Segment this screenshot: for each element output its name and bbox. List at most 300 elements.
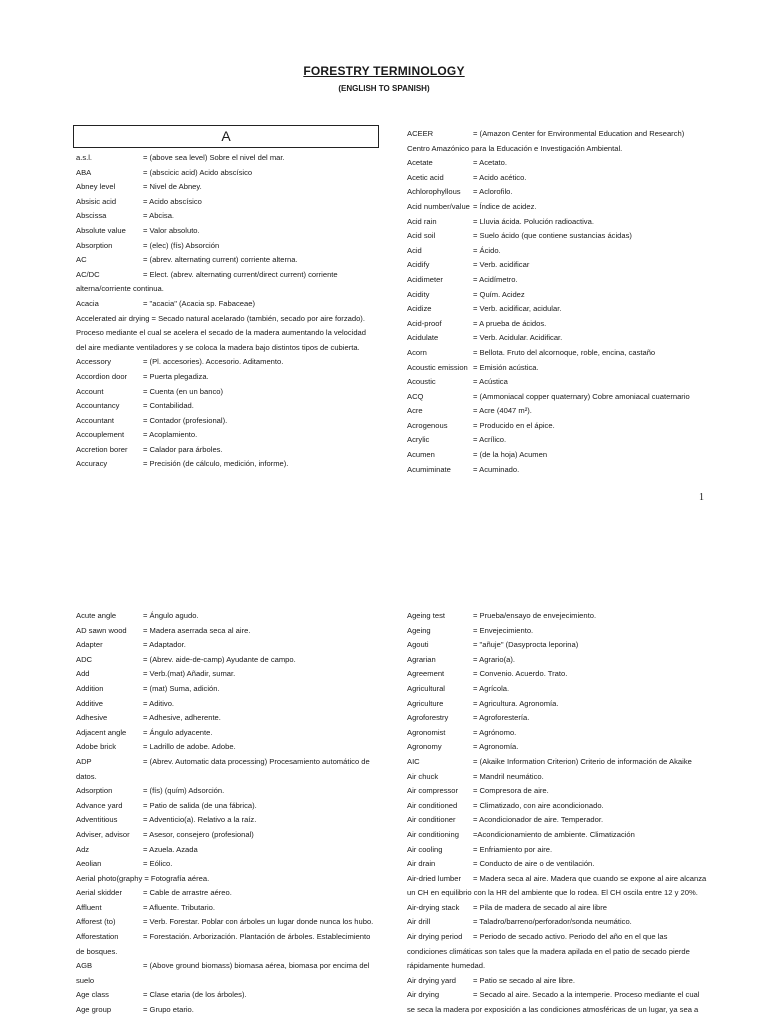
glossary-term: Ageing	[407, 625, 431, 635]
glossary-definition: Proceso mediante el cual se acelera el secado de la madera aumentando la velocidad	[76, 328, 367, 338]
glossary-term: Age group	[76, 1005, 112, 1015]
glossary-entry	[76, 224, 378, 239]
glossary-entry	[407, 930, 703, 945]
glossary-definition: = "acacia" (Acacia sp. Fabaceae)	[143, 298, 255, 308]
glossary-entry	[407, 624, 703, 639]
glossary-definition: = Clase etaria (de los árboles).	[143, 990, 247, 1000]
glossary-entry	[407, 448, 703, 463]
glossary-term: Agroforestry	[407, 713, 449, 723]
glossary-definition: = Acido abscísico	[143, 196, 202, 206]
glossary-entry	[76, 341, 378, 356]
glossary-term: Air-drying stack	[407, 902, 460, 912]
glossary-entry	[407, 273, 703, 288]
glossary-definition: = Prueba/ensayo de envejecimiento.	[473, 611, 597, 620]
glossary-entry	[407, 375, 703, 390]
glossary-term: Agreement	[407, 669, 445, 679]
glossary-term: Agriculture	[407, 698, 444, 708]
page-subtitle: (ENGLISH TO SPANISH)	[338, 84, 430, 93]
glossary-term: Acid number/value	[407, 201, 470, 211]
glossary-term: Acorn	[407, 347, 427, 357]
glossary-entry	[407, 843, 703, 858]
glossary-entry	[407, 302, 703, 317]
glossary-definition: Centro Amazónico para la Educación e Investigación Ambiental.	[407, 143, 623, 153]
glossary-entry	[76, 326, 378, 341]
glossary-definition: alterna/corriente continua.	[76, 284, 164, 294]
glossary-definition: = Ladrillo de adobe. Adobe.	[143, 742, 236, 752]
glossary-term: Accretion borer	[76, 444, 128, 454]
glossary-term: Adobe brick	[76, 742, 117, 752]
glossary-definition: = Elect. (abrev. alternating current/direct current) corriente	[143, 269, 338, 279]
glossary-term: Acid	[407, 245, 422, 255]
glossary-definition: = Aclorofilo.	[473, 187, 513, 197]
glossary-definition: = Envejecimiento.	[473, 625, 534, 635]
glossary-term: Accessory	[76, 357, 112, 367]
glossary-definition: condiciones climáticas son tales que la madera apilada en el patio de secado pierde	[407, 946, 690, 956]
glossary-definition: Aerial photo(graphy = Fotografía aérea.	[76, 873, 210, 883]
glossary-entry	[76, 930, 378, 945]
glossary-definition: = (fís) (quím) Adsorción.	[143, 786, 225, 796]
glossary-definition: = Agrario(a).	[473, 654, 515, 664]
glossary-term: Adz	[76, 844, 90, 854]
glossary-entry	[407, 142, 703, 157]
glossary-term: AIC	[407, 756, 420, 766]
glossary-term: Air-dried lumber	[407, 873, 462, 883]
glossary-entry	[407, 799, 703, 814]
glossary-entry	[407, 755, 703, 770]
glossary-definition: = (abscicic acid) Acido abscísico	[143, 167, 253, 177]
glossary-term: Air drying period	[407, 932, 463, 942]
glossary-entry	[407, 711, 703, 726]
glossary-entry	[407, 813, 703, 828]
glossary-entry	[76, 959, 378, 974]
glossary-definition: = Producido en el ápice.	[473, 420, 555, 430]
glossary-entry	[76, 1003, 378, 1018]
glossary-definition: = Enfriamiento por aire.	[473, 844, 553, 854]
glossary-definition: = Climatizado, con aire acondicionado.	[473, 800, 604, 810]
glossary-definition: = Verb. acidificar	[473, 260, 530, 270]
glossary-term: Adviser, advisor	[76, 829, 130, 839]
glossary-entry	[407, 229, 703, 244]
glossary-term: Acidify	[407, 260, 430, 270]
glossary-definition: = Asesor, consejero (profesional)	[143, 829, 254, 839]
glossary-definition: = (Amazon Center for Environmental Education and Research)	[473, 129, 685, 138]
glossary-term: Air conditioner	[407, 815, 456, 825]
glossary-term: AC/DC	[76, 269, 100, 279]
glossary-entry	[76, 428, 378, 443]
page-title: FORESTRY TERMINOLOGY	[303, 64, 465, 78]
glossary-entry	[76, 385, 378, 400]
glossary-definition: = Forestación. Arborización. Plantación de árboles. Establecimiento	[143, 932, 371, 942]
glossary-term: Air cooling	[407, 844, 443, 854]
glossary-term: Acumiminate	[407, 464, 451, 474]
glossary-term: ACEER	[407, 129, 434, 138]
glossary-entry	[76, 180, 378, 195]
page2-right-column	[407, 609, 707, 1018]
glossary-term: Acid soil	[407, 231, 436, 241]
glossary-entry	[76, 988, 378, 1003]
glossary-definition: = Agrícola.	[473, 683, 510, 693]
glossary-entry	[407, 404, 703, 419]
glossary-definition: = Cuenta (en un banco)	[143, 386, 224, 396]
glossary-definition: = Pila de madera de secado al aire libre	[473, 902, 608, 912]
glossary-definition: = Suelo ácido (que contiene sustancias ácidas)	[473, 231, 632, 241]
glossary-entry	[76, 443, 378, 458]
glossary-entry	[76, 195, 378, 210]
glossary-entry	[407, 156, 703, 171]
glossary-term: Adjacent angle	[76, 727, 127, 737]
glossary-definition: = Patio se secado al aire libre.	[473, 975, 575, 985]
glossary-definition: = Agroforestería.	[473, 713, 530, 723]
glossary-entry	[76, 253, 378, 268]
page-number: 1	[699, 492, 704, 503]
glossary-term: Acidimeter	[407, 274, 443, 284]
glossary-definition: = Puerta plegadiza.	[143, 371, 209, 381]
glossary-definition: = Aditivo.	[143, 698, 175, 708]
glossary-definition: = (elec) (fís) Absorción	[143, 240, 220, 250]
glossary-definition: = Acre (4047 m²).	[473, 406, 532, 416]
glossary-entry	[407, 915, 703, 930]
glossary-entry	[407, 770, 703, 785]
glossary-definition: = (de la hoja) Acumen	[473, 450, 548, 460]
glossary-definition: = (abrev. alternating current) corriente alterna.	[143, 255, 298, 265]
page1-right-column	[407, 127, 703, 477]
glossary-term: ADP	[76, 756, 92, 766]
glossary-term: Addition	[76, 683, 104, 693]
glossary-entry	[407, 419, 703, 434]
glossary-term: Agronomist	[407, 727, 446, 737]
glossary-entry	[76, 297, 378, 312]
glossary-definition: = Ángulo adyacente.	[143, 727, 213, 737]
glossary-definition: = Lluvia ácida. Polución radioactiva.	[473, 216, 594, 226]
glossary-term: Abscissa	[76, 211, 107, 221]
glossary-term: Air chuck	[407, 771, 439, 781]
glossary-entry	[407, 185, 703, 200]
glossary-definition: Accelerated air drying = Secado natural acelarado (también, secado por aire forzado).	[76, 313, 365, 323]
glossary-definition: = Agronomía.	[473, 742, 519, 752]
glossary-term: Air drain	[407, 859, 436, 869]
glossary-definition: = Acidímetro.	[473, 274, 518, 284]
glossary-entry	[76, 667, 378, 682]
glossary-entry	[407, 346, 703, 361]
glossary-entry	[76, 638, 378, 653]
glossary-entry	[76, 770, 378, 785]
glossary-entry	[407, 390, 703, 405]
glossary-entry	[407, 682, 703, 697]
glossary-term: ADC	[76, 654, 93, 664]
glossary-term: Acoustic emission	[407, 362, 468, 372]
glossary-definition: = Nivel de Abney.	[143, 182, 202, 192]
glossary-term: Accuracy	[76, 459, 108, 469]
page2-left-column	[76, 609, 378, 1018]
glossary-entry	[407, 697, 703, 712]
glossary-term: Afforestation	[76, 932, 119, 942]
glossary-term: Aeolian	[76, 859, 102, 869]
glossary-term: Add	[76, 669, 90, 679]
glossary-definition: = Cable de arrastre aéreo.	[143, 888, 232, 898]
glossary-entry	[407, 127, 703, 142]
glossary-entry	[76, 624, 378, 639]
glossary-definition: datos.	[76, 771, 97, 781]
glossary-definition: = Acuminado.	[473, 464, 520, 474]
glossary-term: ACQ	[407, 391, 424, 401]
glossary-definition: = Agrónomo.	[473, 727, 517, 737]
glossary-definition: = A prueba de ácidos.	[473, 318, 547, 328]
glossary-term: Air drill	[407, 917, 431, 927]
glossary-definition: = Abcisa.	[143, 211, 175, 221]
glossary-definition: = Acústica	[473, 377, 508, 387]
glossary-definition: = Convenio. Acuerdo. Trato.	[473, 669, 568, 679]
glossary-term: Air compressor	[407, 786, 459, 796]
glossary-term: Abney level	[76, 182, 116, 192]
glossary-term: AD sawn wood	[76, 625, 127, 635]
glossary-entry	[76, 312, 378, 327]
glossary-entry	[76, 799, 378, 814]
glossary-term: Acetate	[407, 158, 433, 168]
glossary-term: Absolute value	[76, 225, 126, 235]
glossary-term: Accountancy	[76, 401, 120, 411]
glossary-definition: = Azuela. Azada	[143, 844, 198, 854]
glossary-entry	[76, 915, 378, 930]
glossary-term: AC	[76, 255, 87, 265]
glossary-entry	[76, 843, 378, 858]
glossary-entry	[407, 784, 703, 799]
glossary-entry	[407, 886, 703, 901]
glossary-definition: = Agricultura. Agronomía.	[473, 698, 559, 708]
glossary-term: Acre	[407, 406, 423, 416]
glossary-term: Agronomy	[407, 742, 442, 752]
glossary-entry	[407, 609, 703, 624]
glossary-definition: rápidamente humedad.	[407, 961, 486, 971]
glossary-definition: = Verb. Acidular. Acidificar.	[473, 333, 563, 343]
glossary-term: Absisic acid	[76, 196, 117, 206]
glossary-definition: = Bellota. Fruto del alcornoque, roble, encina, castaño	[473, 347, 656, 357]
glossary-term: Aerial skidder	[76, 888, 123, 898]
glossary-entry	[407, 331, 703, 346]
glossary-definition: = Índice de acidez.	[473, 201, 537, 211]
glossary-definition: = (Akaike Information Criterion) Criterio de información de Akaike	[473, 756, 692, 766]
glossary-entry	[407, 317, 703, 332]
glossary-definition: del aire mediante ventiladores y se coloca la madera bajo distintos tipos de cubierta.	[76, 342, 360, 352]
glossary-definition: = Quím. Acidez	[473, 289, 525, 299]
glossary-term: Afforest (to)	[76, 917, 116, 927]
glossary-entry	[76, 457, 378, 472]
glossary-entry	[76, 711, 378, 726]
glossary-definition: = Compresora de aire.	[473, 786, 549, 796]
glossary-entry	[76, 784, 378, 799]
glossary-definition: = Taladro/barreno/perforador/sonda neumático.	[473, 917, 632, 927]
glossary-term: Acoustic	[407, 377, 436, 387]
glossary-term: Adhesive	[76, 713, 108, 723]
glossary-definition: = Calador para árboles.	[143, 444, 223, 454]
glossary-term: Additive	[76, 698, 104, 708]
glossary-term: Air drying	[407, 990, 440, 1000]
glossary-definition: = Madera seca al aire. Madera que cuando se expone al aire alcanza	[473, 873, 707, 883]
glossary-definition: = Patio de salida (de una fábrica).	[143, 800, 257, 810]
glossary-entry	[407, 463, 703, 478]
glossary-entry	[407, 959, 703, 974]
glossary-definition: = Grupo etario.	[143, 1005, 194, 1015]
glossary-definition: = Verb.(mat) Añadir, sumar.	[143, 669, 236, 679]
glossary-term: Account	[76, 386, 104, 396]
glossary-entry	[76, 653, 378, 668]
glossary-entry	[76, 755, 378, 770]
glossary-definition: = Afluente. Tributario.	[143, 902, 215, 912]
page1-left-column	[76, 151, 378, 472]
glossary-term: Absorption	[76, 240, 113, 250]
glossary-definition: = Eólico.	[143, 859, 173, 869]
glossary-definition: = Contador (profesional).	[143, 415, 228, 425]
glossary-entry	[407, 901, 703, 916]
glossary-entry	[76, 872, 378, 887]
glossary-term: Accordion door	[76, 371, 128, 381]
glossary-definition: = (Above ground biomass) biomasa aérea, biomasa por encima del	[143, 961, 370, 971]
glossary-entry	[76, 726, 378, 741]
glossary-entry	[407, 726, 703, 741]
glossary-term: Accountant	[76, 415, 114, 425]
glossary-definition: = Contabilidad.	[143, 401, 194, 411]
glossary-entry	[407, 200, 703, 215]
glossary-term: Acacia	[76, 298, 99, 308]
glossary-definition: = Adaptador.	[143, 640, 186, 650]
glossary-definition: = Verb. Forestar. Poblar con árboles un lugar donde nunca los hubo.	[143, 917, 374, 927]
glossary-entry	[407, 171, 703, 186]
glossary-entry	[407, 857, 703, 872]
glossary-definition: = Acoplamiento.	[143, 430, 198, 440]
glossary-term: ABA	[76, 167, 92, 177]
glossary-definition: = (Abrev. Automatic data processing) Procesamiento automático de	[143, 756, 370, 766]
glossary-definition: = Precisión (de cálculo, medición, informe).	[143, 459, 289, 469]
glossary-definition: = Adventicio(a). Relativo a la raíz.	[143, 815, 257, 825]
glossary-term: Air conditioned	[407, 800, 458, 810]
glossary-term: Acidulate	[407, 333, 439, 343]
glossary-definition: = (above sea level) Sobre el nivel del mar.	[143, 153, 285, 162]
glossary-term: Agricultural	[407, 683, 445, 693]
glossary-term: Acrogenous	[407, 420, 448, 430]
glossary-entry	[76, 268, 378, 283]
glossary-definition: = Valor absoluto.	[143, 225, 200, 235]
glossary-entry	[407, 215, 703, 230]
glossary-entry	[76, 609, 378, 624]
glossary-term: AGB	[76, 961, 93, 971]
glossary-entry	[407, 667, 703, 682]
glossary-entry	[76, 151, 378, 166]
glossary-entry	[407, 361, 703, 376]
glossary-entry	[76, 166, 378, 181]
glossary-term: a.s.l.	[76, 153, 93, 162]
glossary-definition: = "añuje" (Dasyprocta leporina)	[473, 640, 579, 650]
glossary-definition: = (Ammoniacal copper quaternary) Cobre amoniacal cuaternario	[473, 391, 690, 401]
glossary-entry	[76, 209, 378, 224]
glossary-entry	[407, 828, 703, 843]
glossary-entry	[407, 945, 703, 960]
glossary-entry	[76, 282, 378, 297]
glossary-term: Adsorption	[76, 786, 113, 796]
glossary-term: Ageing test	[407, 611, 445, 620]
glossary-term: Agouti	[407, 640, 429, 650]
glossary-entry	[76, 886, 378, 901]
glossary-term: Adventitious	[76, 815, 118, 825]
glossary-term: Acidize	[407, 304, 432, 314]
glossary-definition: = Ángulo agudo.	[143, 611, 199, 620]
glossary-definition: = Secado al aire. Secado a la intemperie. Proceso mediante el cual	[473, 990, 700, 1000]
glossary-definition: = Acondicionador de aire. Temperador.	[473, 815, 604, 825]
glossary-entry	[76, 945, 378, 960]
glossary-entry	[76, 828, 378, 843]
glossary-definition: de bosques.	[76, 946, 118, 956]
glossary-term: Acetic acid	[407, 172, 444, 182]
glossary-entry	[76, 974, 378, 989]
glossary-entry	[76, 355, 378, 370]
glossary-term: Acute angle	[76, 611, 117, 620]
glossary-definition: = Acrílico.	[473, 435, 507, 445]
glossary-definition: = Adhesive, adherente.	[143, 713, 221, 723]
glossary-definition: = Emisión acústica.	[473, 362, 539, 372]
glossary-definition: = (Abrev. aide-de-camp) Ayudante de campo.	[143, 654, 296, 664]
glossary-entry	[407, 433, 703, 448]
glossary-definition: = Verb. acidificar, acidular.	[473, 304, 562, 314]
glossary-term: Adapter	[76, 640, 103, 650]
glossary-definition: se seca la madera por exposición a las condiciones atmosféricas de un lugar, ya sea a	[407, 1005, 699, 1015]
glossary-definition: = Periodo de secado activo. Periodo del año en el que las	[473, 932, 668, 942]
glossary-definition: = Conducto de aire o de ventilación.	[473, 859, 595, 869]
glossary-entry	[407, 653, 703, 668]
glossary-term: Advance yard	[76, 800, 123, 810]
glossary-definition: =Acondicionamiento de ambiente. Climatización	[473, 829, 635, 839]
glossary-term: Acidity	[407, 289, 430, 299]
glossary-term: Agrarian	[407, 654, 436, 664]
glossary-term: Air drying yard	[407, 975, 456, 985]
glossary-entry	[76, 740, 378, 755]
glossary-definition: = Mandril neumático.	[473, 771, 544, 781]
glossary-entry	[76, 414, 378, 429]
glossary-term: Affluent	[76, 902, 102, 912]
glossary-term: Acid rain	[407, 216, 437, 226]
glossary-term: Air conditioning	[407, 829, 459, 839]
glossary-entry	[76, 399, 378, 414]
glossary-term: Acid-proof	[407, 318, 442, 328]
glossary-entry	[76, 697, 378, 712]
glossary-definition: suelo	[76, 975, 95, 985]
glossary-entry	[407, 740, 703, 755]
glossary-entry	[407, 1003, 703, 1018]
glossary-entry	[407, 974, 703, 989]
glossary-term: Age class	[76, 990, 109, 1000]
glossary-definition: = Ácido.	[473, 245, 501, 255]
glossary-entry	[407, 244, 703, 259]
glossary-term: Achlorophyllous	[407, 187, 461, 197]
glossary-definition: = Acetato.	[473, 158, 507, 168]
glossary-entry	[76, 370, 378, 385]
glossary-entry	[76, 901, 378, 916]
glossary-term: Acrylic	[407, 435, 430, 445]
glossary-entry	[407, 988, 703, 1003]
glossary-definition: = Madera aserrada seca al aire.	[143, 625, 251, 635]
glossary-definition: = (Pl. accesories). Accesorio. Aditamento.	[143, 357, 284, 367]
glossary-entry	[407, 638, 703, 653]
glossary-entry	[76, 239, 378, 254]
glossary-term: Acumen	[407, 450, 435, 460]
glossary-term: Accouplement	[76, 430, 125, 440]
glossary-entry	[407, 288, 703, 303]
glossary-definition: = (mat) Suma, adición.	[143, 683, 220, 693]
glossary-entry	[76, 682, 378, 697]
section-letter-box: A	[73, 125, 379, 148]
glossary-entry	[407, 258, 703, 273]
glossary-entry	[76, 813, 378, 828]
glossary-definition: = Acido acético.	[473, 172, 527, 182]
glossary-entry	[76, 857, 378, 872]
glossary-definition: un CH en equilibrio con la HR del ambiente que lo rodea. El CH oscila entre 12 y 20%.	[407, 888, 698, 898]
